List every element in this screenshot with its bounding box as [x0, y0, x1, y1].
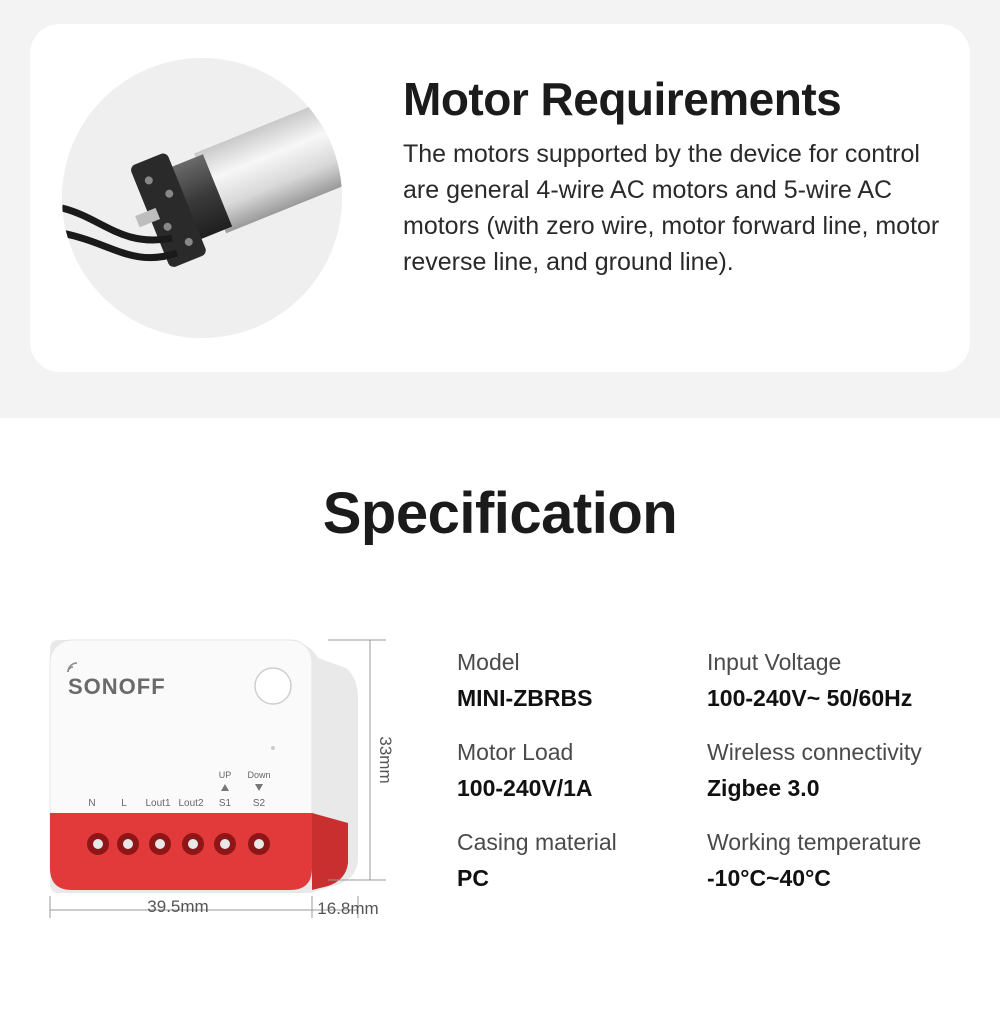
spec-wireless-connectivity	[707, 738, 922, 802]
up-label: UP	[218, 770, 232, 780]
spec-value: MINI-ZBRBS	[457, 685, 593, 711]
spec-value: Zigbee 3.0	[707, 775, 820, 801]
spec-working-temperature	[707, 828, 921, 892]
terminal-label-lout1: Lout1	[145, 798, 171, 809]
sonoff-device-illustration	[28, 628, 398, 928]
spec-motor-load	[457, 738, 593, 802]
dimension-depth: 16.8mm	[317, 899, 379, 918]
spec-value: 100-240V/1A	[457, 775, 593, 801]
dimension-height: 33mm	[376, 736, 395, 784]
terminal-label-s1: S1	[218, 798, 232, 809]
spec-value: 100-240V~ 50/60Hz	[707, 685, 913, 711]
spec-label: Motor Load	[457, 739, 574, 765]
terminal-label-n: N	[88, 798, 96, 809]
spec-label: Input Voltage	[707, 649, 842, 675]
terminal-label-lout2: Lout2	[178, 798, 204, 809]
motor-requirements-title: Motor Requirements	[403, 73, 842, 125]
down-label: Down	[247, 770, 271, 780]
spec-model	[457, 648, 592, 712]
spec-label: Working temperature	[707, 829, 922, 855]
spec-input-voltage	[707, 648, 912, 712]
specification-title: Specification	[322, 481, 678, 546]
brand-logo: SONOFF	[68, 674, 166, 699]
terminal-label-s2: S2	[252, 798, 266, 809]
spec-label: Casing material	[457, 829, 617, 855]
motor-photo	[62, 58, 342, 338]
spec-casing-material	[457, 828, 617, 892]
tubular-motor-image	[62, 58, 342, 338]
spec-value: -10°C~40°C	[707, 865, 831, 891]
terminal-label-l: L	[121, 798, 127, 809]
device-diagram	[28, 628, 398, 928]
spec-label: Wireless connectivity	[707, 739, 922, 765]
dimension-width: 39.5mm	[147, 897, 209, 916]
motor-requirements-description: The motors supported by the device for control are general 4-wire AC motors and 5-wire AC motors (with zero wire, motor forward line, motor reverse line, and ground line).	[403, 140, 940, 276]
spec-label: Model	[457, 649, 520, 675]
spec-value: PC	[457, 865, 489, 891]
